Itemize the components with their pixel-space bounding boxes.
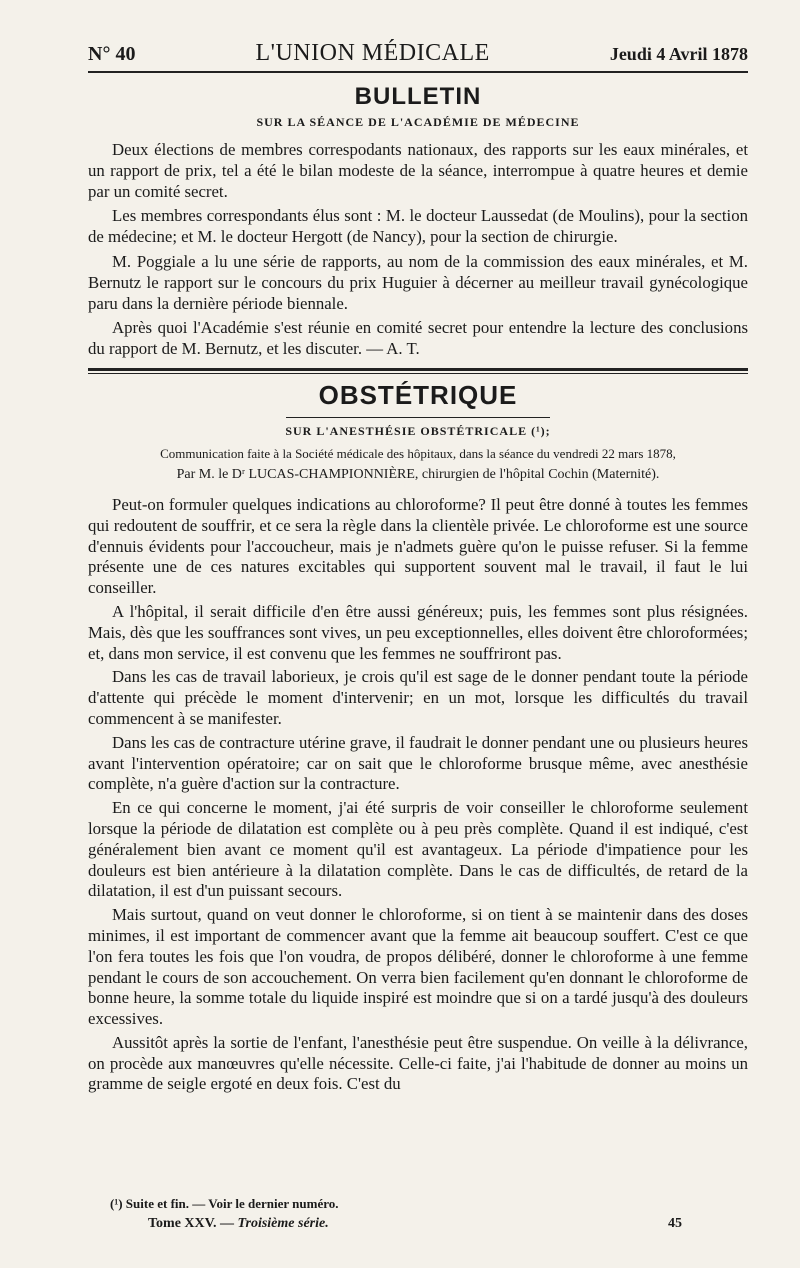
article-paragraph: Aussitôt après la sortie de l'enfant, l'anesthésie peut être suspendue. On veille à la délivrance, on procède aux manœuvres qu'elle nécessite. Celle-ci faite, j'ai l'habitude de donner au moins un gramme de seigle ergoté en deux fois. C'est du [88, 1032, 748, 1094]
article-paragraph: Dans les cas de travail laborieux, je crois qu'il est sage de le donner pendant toute la période d'attente qui précède le moment d'intervenir; en un mot, lorsque les difficultés du travail commencent à se manifester. [88, 667, 748, 728]
article-paragraph: Peut-on formuler quelques indications au chloroforme? Il peut être donné à toutes les femmes qui redoutent de souffrir, et ce sera la règle dans la clientèle privée. Le chloroforme est une source d'ennuis évidents pour l'accoucheur, mais je n'admets guère qu'on le puisse refuser. Si la femme présente une de ces natures excitables qui supportent souvent mal le travail, il faut le lui conseiller. [88, 494, 748, 598]
communication-note: Communication faite à la Société médicale des hôpitaux, dans la séance du vendredi 22 mars 1878, [160, 445, 676, 461]
bulletin-subtitle: SUR LA SÉANCE DE L'ACADÉMIE DE MÉDECINE [256, 115, 580, 129]
article-paragraph: En ce qui concerne le moment, j'ai été surpris de voir conseiller le chloroforme seulement lorsque la période de dilatation est complète ou à peu près complète. Quand il est indiqué, c'est généralement bien avant ce moment qu'il est avantageux. La période d'impatience pour les douleurs est bien antérieure à la dilatation complète. Dans le cas de difficultés, de retard de la dilatation, il est d'un puissant secours. [88, 798, 748, 901]
section-divider [88, 368, 748, 374]
article-paragraph: A l'hôpital, il serait difficile d'en être aussi généreux; puis, les femmes sont plus résignées. Mais, dès que les souffrances sont vives, un peu exceptionnelles, elles doivent être chloroformées; et, dans mon service, il est convenu que les femmes ne souffriront pas. [88, 601, 748, 663]
bulletin-paragraph: M. Poggiale a lu une série de rapports, au nom de la commission des eaux minérales, et M. Bernutz le rapport sur le concours du prix Huguier à décerner au meilleur travail gynécologique paru dans la dernière période biennale. [88, 251, 748, 313]
page-number: 45 [668, 1216, 682, 1231]
obstetrique-section [88, 380, 748, 1095]
bulletin-paragraph: Après quoi l'Académie s'est réunie en comité secret pour entendre la lecture des conclusions du rapport de M. Bernutz, et les discuter. — A. T. [88, 318, 748, 359]
footnote: (¹) Suite et fin. — Voir le dernier numéro. [110, 1196, 339, 1211]
title-rule [286, 417, 550, 418]
issue-number: N° 40 [88, 43, 136, 65]
bulletin-title: BULLETIN [354, 83, 482, 110]
page-footer [148, 1216, 682, 1232]
journal-title: L'UNION MÉDICALE [255, 40, 490, 66]
masthead [88, 40, 748, 73]
bulletin-paragraph: Deux élections de membres correspodants nationaux, des rapports sur les eaux minérales, et un rapport de prix, tel a été le bilan modeste de la séance, interrompue à quatre heures et demie par un comité secret. [88, 140, 748, 201]
bulletin-paragraph: Les membres correspondants élus sont : M. le docteur Laussedat (de Moulins), pour la section de médecine; et M. le docteur Hergott (de Nancy), pour la section de chirurgie. [88, 206, 748, 247]
volume-label: Tome XXV. — [148, 1216, 234, 1231]
issue-date: Jeudi 4 Avril 1878 [609, 44, 748, 64]
series-label: Troisième série. [237, 1216, 329, 1231]
bulletin-section [88, 83, 748, 360]
obstetrique-title: OBSTÉTRIQUE [318, 379, 518, 410]
article-paragraph: Dans les cas de contracture utérine grave, il faudrait le donner pendant une ou plusieurs heures avant l'intervention opératoire; car on sait que le chloroforme brusque même, avec anesthésie complète, n'a guère d'action sur la contracture. [88, 732, 748, 794]
volume-info [148, 1216, 329, 1232]
article-subtitle: SUR L'ANESTHÉSIE OBSTÉTRICALE (¹); [285, 423, 551, 438]
author-line: Par M. le Dʳ LUCAS-CHAMPIONNIÈRE, chirurgien de l'hôpital Cochin (Maternité). [176, 466, 660, 482]
article-paragraph: Mais surtout, quand on veut donner le chloroforme, si on tient à se maintenir dans des doses minimes, il est important de commencer avant que la femme ait beaucoup souffert. C'est ce que l'on fera toutes les fois que l'on voudra, de propos délibéré, donner le chloroforme à une femme pendant le cours de son accouchement. On verra bien facilement qu'en donnant le chloroforme de bonne heure, la somme totale du liquide inspiré est moindre que si on a tardé jusqu'à des douleurs excessives. [88, 905, 748, 1029]
